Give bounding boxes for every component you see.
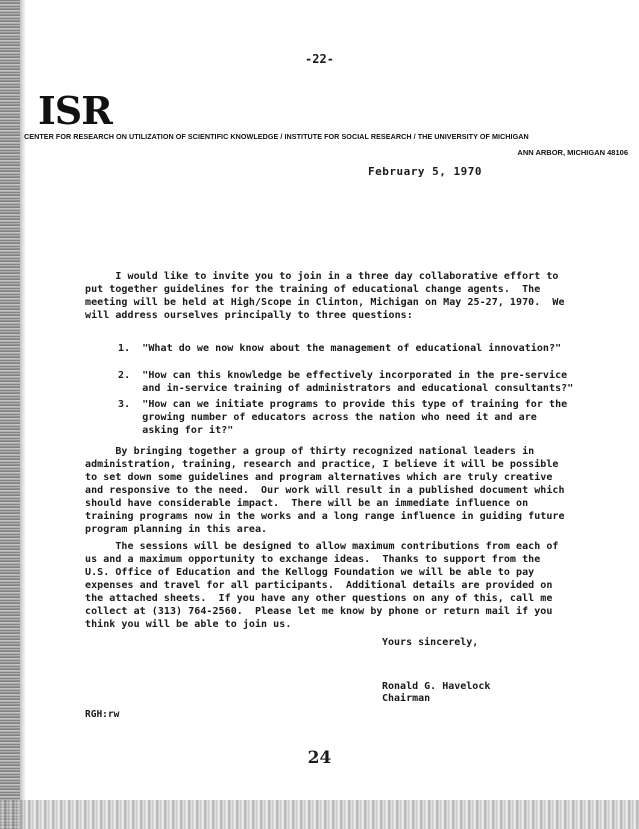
question-3: 3. "How can we initiate programs to provide this type of training for the growing number of educators across the nation who need it and are asking for it?" bbox=[118, 399, 568, 436]
page-number-top: -22- bbox=[305, 52, 334, 66]
isr-logo: ISR bbox=[38, 88, 112, 133]
scan-edge-left bbox=[0, 0, 20, 829]
typist-initials: RGH:rw bbox=[85, 709, 120, 720]
letter-date: February 5, 1970 bbox=[368, 165, 482, 178]
page-number-bottom: 24 bbox=[307, 748, 332, 768]
signature-block bbox=[382, 681, 490, 705]
letterhead-address: ANN ARBOR, MICHIGAN 48106 bbox=[517, 148, 628, 157]
signer-name: Ronald G. Havelock bbox=[382, 681, 491, 692]
paragraph-invitation: I would like to invite you to join in a three day collaborative effort to put together guidelines for the training of educational change agents. The meeting will be held at High/Scope in Clinton, Michigan on May 25-27, 1970. We will address ourselves principally to three questions: bbox=[85, 271, 565, 321]
question-1: 1. "What do we now know about the management of educational innovation?" bbox=[118, 343, 562, 354]
letterhead-organization: CENTER FOR RESEARCH ON UTILIZATION OF SCIENTIFIC KNOWLEDGE / INSTITUTE FOR SOCIAL RESEARCH / THE UNIVERSITY OF MICHIGAN bbox=[24, 132, 529, 141]
signer-title: Chairman bbox=[382, 693, 431, 704]
paragraph-sessions: The sessions will be designed to allow maximum contributions from each of us and a maximum opportunity to exchange ideas. Thanks to support from the U.S. Office of Education and the Kellogg Foundation we will be able to pay expenses and travel for all participants. Additional details are provided on the attached sheets. If you have any other questions on any of this, call me collect at (313) 764-2560. Please let me know by phone or return mail if you think you will be able to join us. bbox=[85, 541, 559, 630]
question-2: 2. "How can this knowledge be effectively incorporated in the pre-service and in-service training of administrators and educational consultants?" bbox=[118, 370, 574, 394]
paragraph-leaders: By bringing together a group of thirty recognized national leaders in administration, training, research and practice, I believe it will be possible to set down some guidelines and program alternatives which are truly creative and responsive to the need. Our work will result in a published document which should have considerable impact. There will be an immediate influence on training programs now in the works and a long range influence in guiding future program planning in this area. bbox=[85, 446, 565, 535]
scan-shadow-left bbox=[20, 0, 26, 829]
scan-edge-bottom bbox=[0, 800, 639, 829]
closing: Yours sincerely, bbox=[382, 637, 479, 648]
